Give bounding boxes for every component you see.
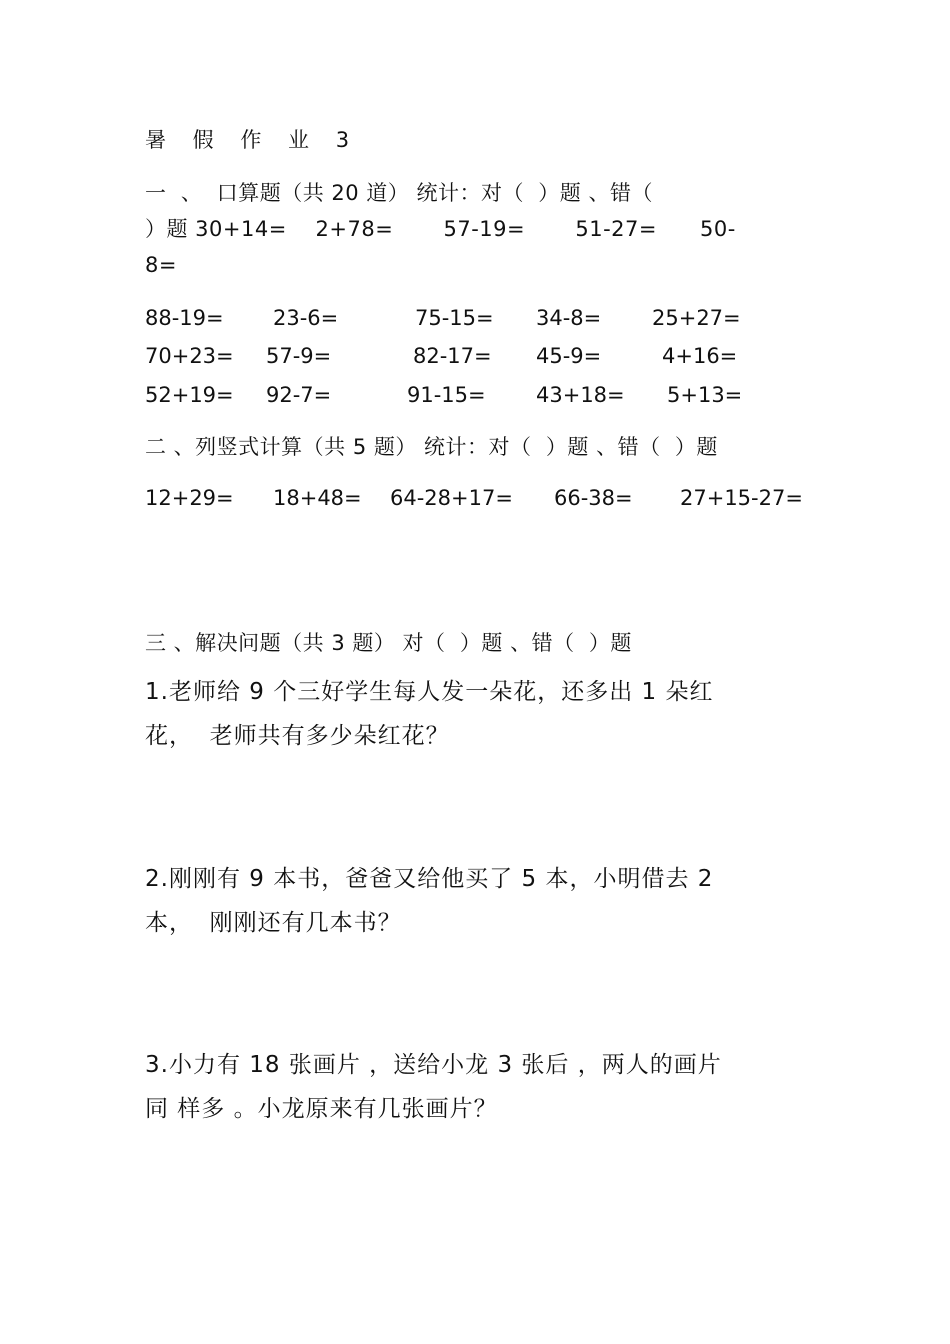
arithmetic-item: 75-15= <box>415 306 494 330</box>
problem-1-line2: 花， 老师共有多少朵红花？ <box>145 723 450 749</box>
arithmetic-item: 70+23= <box>145 344 234 368</box>
vertical-calc-item: 27+15-27= <box>680 486 803 510</box>
worksheet-title: 暑 假 作 业 3 <box>145 128 360 152</box>
arithmetic-row-3 <box>145 380 743 410</box>
arithmetic-item: 45-9= <box>536 344 602 368</box>
arithmetic-item: 4+16= <box>662 344 738 368</box>
vertical-calc-item: 12+29= <box>145 486 234 510</box>
arithmetic-item: 34-8= <box>536 306 602 330</box>
arithmetic-item: 57-9= <box>266 344 332 368</box>
vertical-calc-row <box>145 483 803 513</box>
problem-2-line1: 2.刚刚有 9 本书，爸爸又给他买了 5 本，小明借去 2 <box>145 866 714 892</box>
arithmetic-item: 91-15= <box>407 383 486 407</box>
problem-3-line1: 3.小力有 18 张画片 ，送给小龙 3 张后 ，两人的画片 <box>145 1052 722 1078</box>
problem-3-line2: 同 样多 。小龙原来有几张画片？ <box>145 1096 498 1122</box>
vertical-calc-item: 64-28+17= <box>390 486 513 510</box>
arithmetic-item: 92-7= <box>266 383 332 407</box>
section3-heading: 三 、解决问题（共 3 题） 对（ ）题 、错（ ）题 <box>145 631 632 655</box>
arithmetic-item: 52+19= <box>145 383 234 407</box>
arithmetic-row-2 <box>145 341 738 371</box>
arithmetic-item: 23-6= <box>273 306 339 330</box>
vertical-calc-item: 18+48= <box>273 486 362 510</box>
arithmetic-item: 25+27= <box>652 306 741 330</box>
arithmetic-item: 5+13= <box>667 383 743 407</box>
arithmetic-item: 88-19= <box>145 306 224 330</box>
vertical-calc-item: 66-38= <box>554 486 633 510</box>
arithmetic-item: 43+18= <box>536 383 625 407</box>
section2-heading: 二 、列竖式计算（共 5 题） 统计：对（ ）题 、错（ ）题 <box>145 435 718 459</box>
section1-heading-line2: ）题 30+14= 2+78= 57-19= 51-27= 50- <box>145 217 736 241</box>
section1-heading-line3: 8= <box>145 253 177 277</box>
problem-1-line1: 1.老师给 9 个三好学生每人发一朵花，还多出 1 朵红 <box>145 679 714 705</box>
section1-heading-line1: 一 、 口算题（共 20 道） 统计：对（ ）题 、错（ <box>145 181 653 205</box>
problem-2-line2: 本， 刚刚还有几本书？ <box>145 910 402 936</box>
arithmetic-row-1 <box>145 303 741 333</box>
arithmetic-item: 82-17= <box>413 344 492 368</box>
